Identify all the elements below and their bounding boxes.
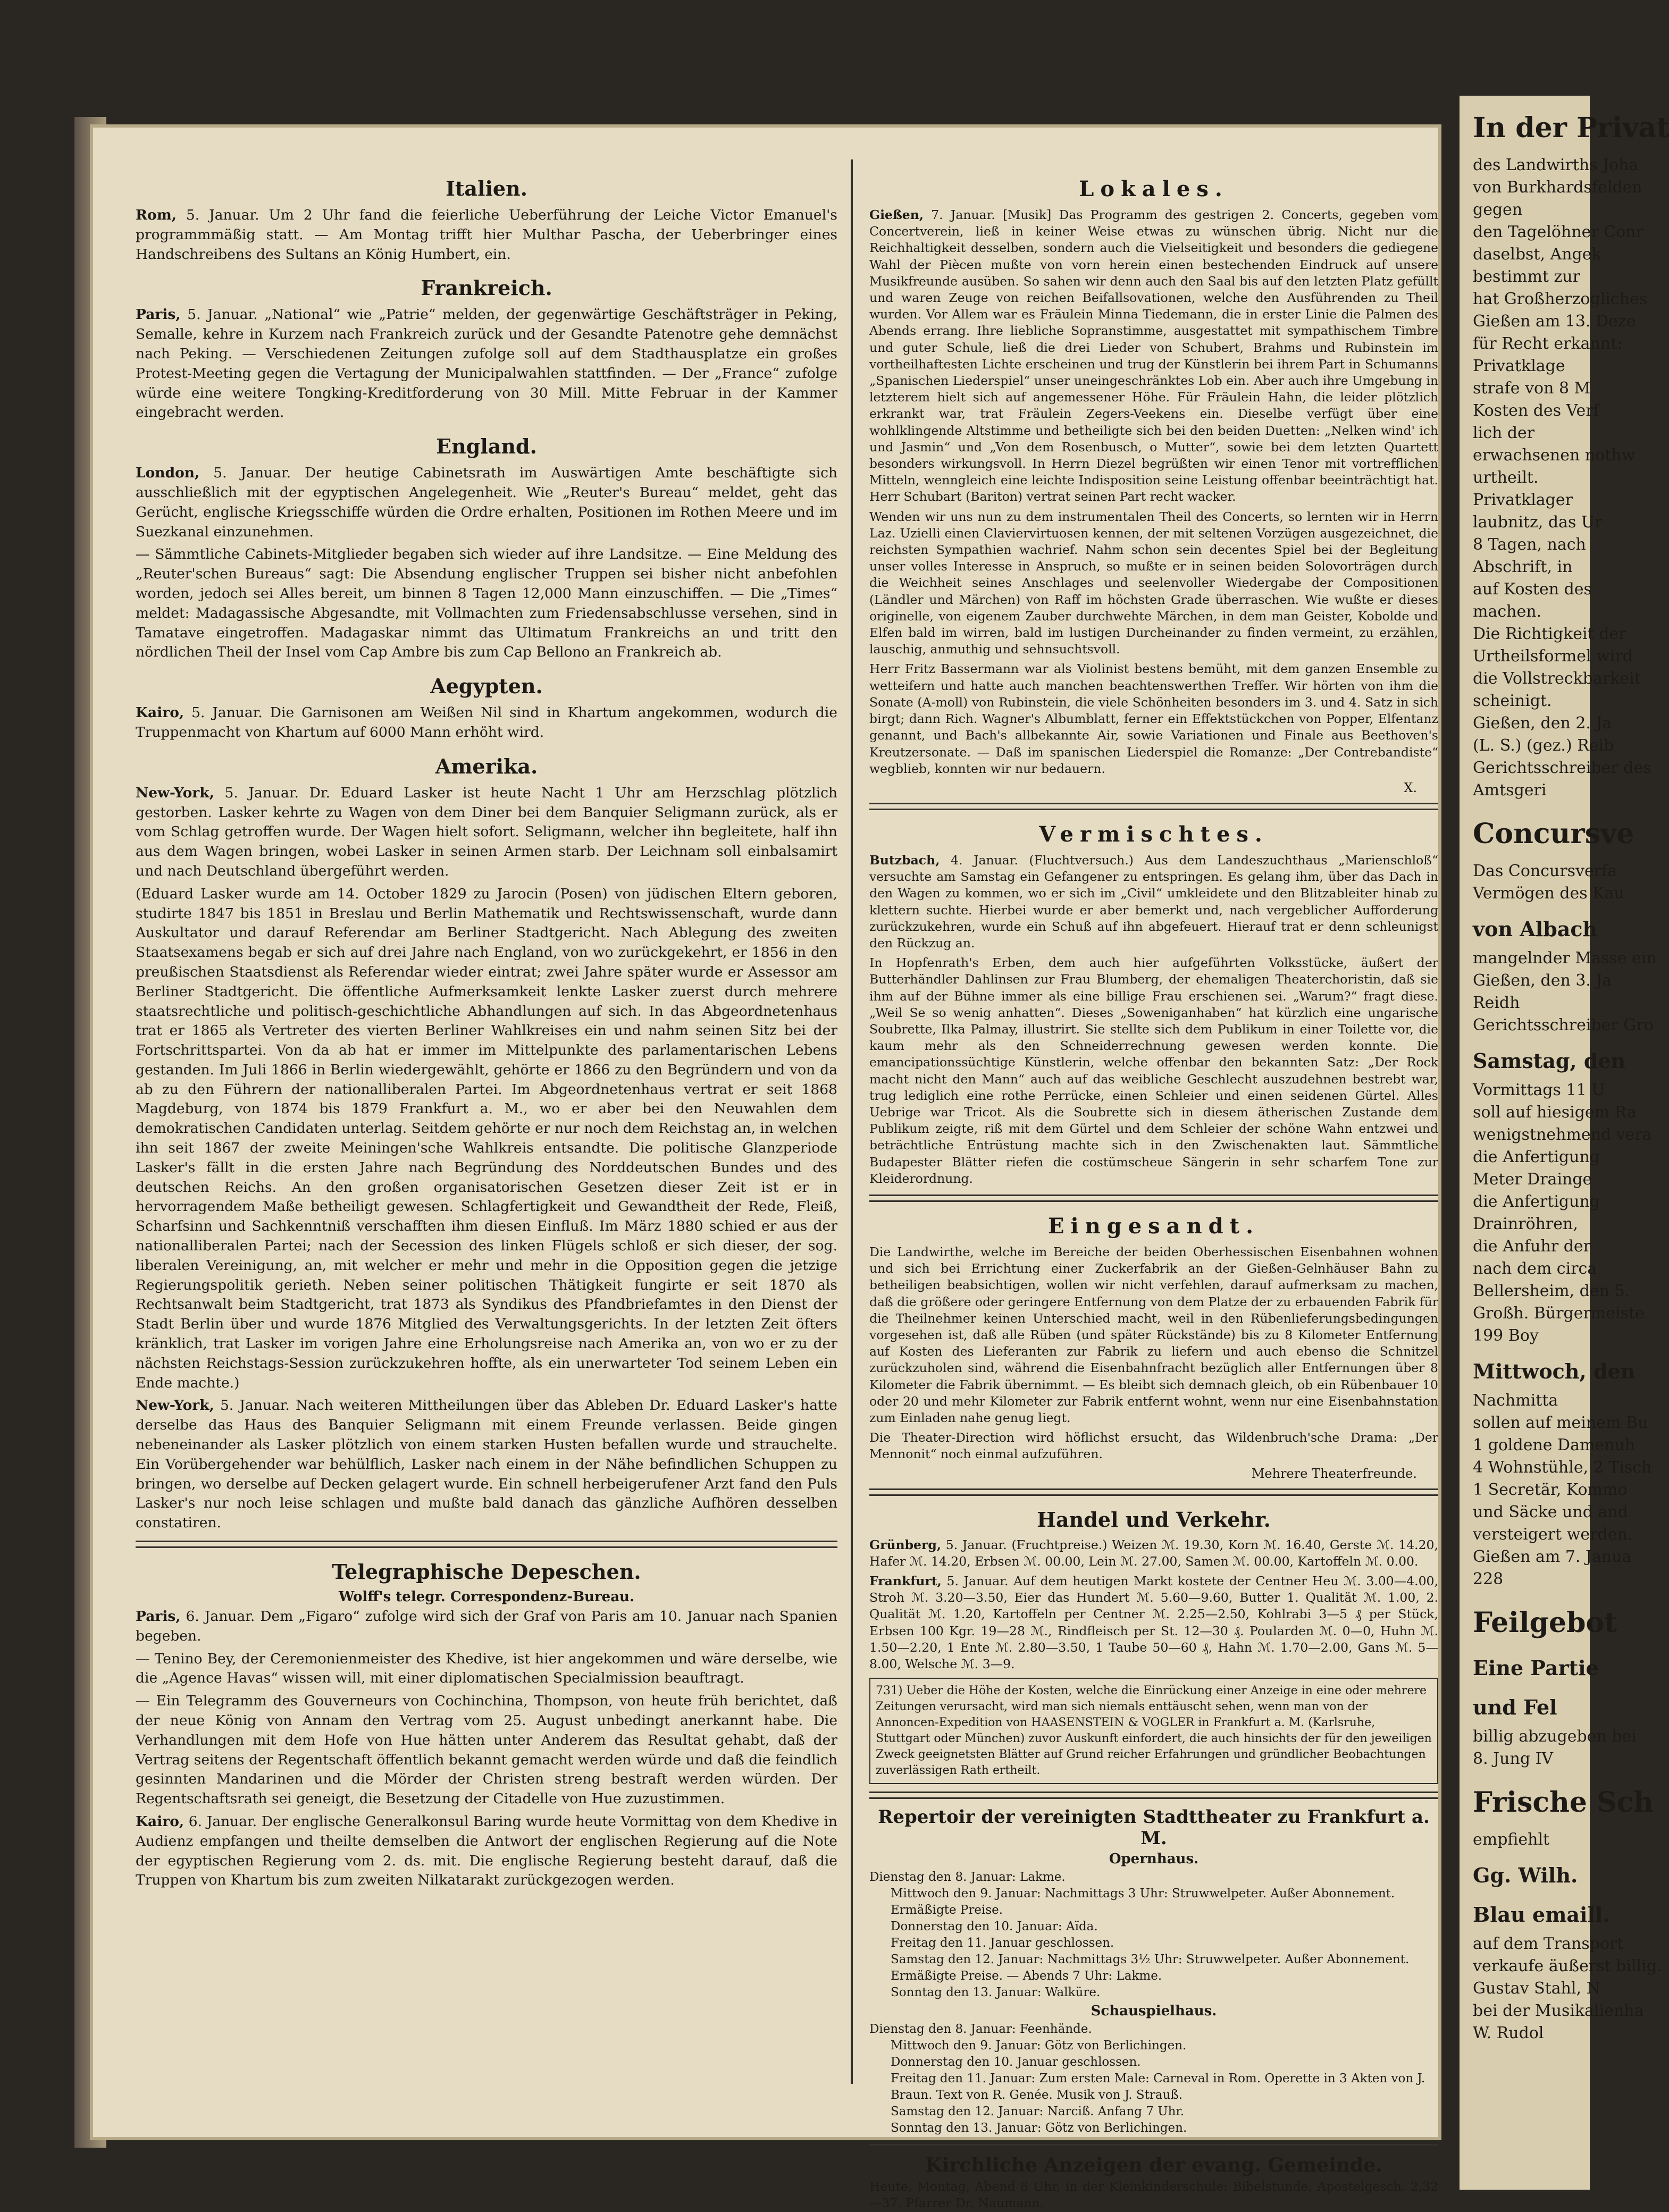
handel-articles [869, 1537, 1438, 1673]
strip-fragment: Gustav Stahl, N [1473, 1979, 1600, 1998]
strip-fragment: nach dem circa [1473, 1259, 1597, 1278]
divider [869, 803, 1438, 810]
strip-fragment: machen. [1473, 602, 1542, 621]
strip-fragment: die Anfertigung [1473, 1192, 1600, 1211]
article-paragraph [136, 885, 837, 1393]
strip-fragment: verkaufe äußerst billig. [1473, 1957, 1662, 1975]
article-text: 5. Januar. Der heutige Cabinetsrath im Auswärtigen Amte beschäftigte sich ausschließlich mit der egyptischen Angelegenheit. Wie „Reuter's Bureau“ meldet, geht das Gerücht, englische Kriegsschiffe würden die Ordre erhalten, Positionen im Rothen Meere und im Suezkanal einzunehmen. [136, 465, 837, 540]
section-heading: Amerika. [435, 754, 538, 778]
program-entry: Freitag den 11. Januar geschlossen. [891, 1936, 1114, 1950]
article-text: 6. Januar. Dem „Figaro“ zufolge wird sich der Graf von Paris am 10. Januar nach Spanien begeben. [136, 1608, 837, 1644]
article-text: 5. Januar. Auf dem heutigen Markt kostete der Centner Heu ℳ. 3.00—4.00, Stroh ℳ. 3.20—3.50, Eier das Hundert ℳ. 5.60—9.60, Butter 1. Qualität ℳ. 1.00, 2. Qualität ℳ. 1.20, Kartoffeln per Centner ℳ. 2.25—2.50, Kohlrabi 3—5 ₰ per Stück, Erbsen 100 Kgr. 19—28 ℳ., Rindfleisch per St. 12—30 ₰. Poularden ℳ. 0—0, Huhn ℳ. 1.50—2.20, 1 Ente ℳ. 2.80—3.50, 1 Taube 50—60 ₰, Hahn ℳ. 1.70—2.00, Gans ℳ. 5—8.00, Welsche ℳ. 3—9. [869, 1574, 1438, 1672]
strip-fragment: von Burkhardsfelden [1473, 178, 1642, 197]
strip-fragment: Drainröhren, [1473, 1215, 1578, 1233]
strip-fragment: von Albach [1473, 917, 1598, 941]
divider [869, 1792, 1438, 1799]
article-dateline: Paris, [136, 306, 181, 323]
section-heading: Italien. [446, 176, 527, 200]
strip-fragment: Eine Partie [1473, 1656, 1599, 1680]
article-dateline: Grünberg, [869, 1537, 941, 1552]
strip-fragment: versteigert werden. [1473, 1525, 1633, 1544]
article-paragraph [869, 1244, 1438, 1426]
section-heading: Telegraphische Depeschen. [332, 1560, 641, 1584]
strip-fragment: sollen auf meinem Bu [1473, 1414, 1648, 1432]
strip-fragment: Vormittags 11 U [1473, 1081, 1605, 1099]
program-entry: Samstag den 12. Januar: Nachmittags 3½ Uhr: Struwwelpeter. Außer Abonnement. Ermäßigte Preise. — Abends 7 Uhr: Lakme. [891, 1953, 1410, 1983]
program-entry: Donnerstag den 10. Januar: Aïda. [891, 1920, 1098, 1934]
strip-fragment: 199 Boy [1473, 1326, 1539, 1345]
strip-fragment: Urtheilsformel wird [1473, 647, 1633, 666]
program-entry: Mittwoch den 9. Januar: Nachmittags 3 Uhr: Struwwelpeter. Außer Abonnement. Ermäßigte Preise. [891, 1887, 1395, 1917]
article-dateline: Kairo, [136, 1813, 184, 1830]
strip-fragment: (L. S.) (gez.) Reib [1473, 736, 1614, 755]
article-paragraph [136, 784, 837, 881]
article-paragraph [136, 1607, 837, 1646]
article-text: Wenden wir uns nun zu dem instrumentalen Theil des Concerts, so lernten wir in Herrn Laz. Uzielli einen Claviervirtuosen kennen, der mit seltenen Vorzügen ausgezeichnet, die reichsten Sympathien wachrief. Nahm schon sein decentes Spiel bei der Begleitung unser volles Interesse in Anspruch, so mußte er in seinen beiden Solovorträgen durch die Weichheit seines Anschlages und seelenvoller Wiedergabe der Compositionen (Ländler und Märchen) von Raff im höchsten Grade überraschen. Wie wußte er dieses originelle, von eigenem Zauber durchwehte Märchen, in dem man Geister, Kobolde und Elfen bald im wirren, bald im lustigen Durcheinander zu finden vermeint, zu erzählen, lauschig, anmuthig und sehnsuchtsvoll. [869, 509, 1438, 657]
article-dateline: Paris, [136, 1608, 181, 1625]
article-text: — Ein Telegramm des Gouverneurs von Cochinchina, Thompson, von heute früh berichtet, daß der neue König von Annam den Vertrag vom 25. August unbedingt anerkannt habe. Die Verhandlungen mit dem Hofe von Hue hätten unter Anderem das Resultat gehabt, daß der Vertrag seitens der Regentschaft öffentlich bekannt gemacht werden würde und daß die feindlich gesinnten Mandarinen und die Mörder der Christen streng bestraft werden würden. Der Regentschaftsrath sei geneigt, die Besetzung der Citadelle von Hue zuzustimmen. [136, 1693, 837, 1807]
program-entry: Sonntag den 13. Januar: Walküre. [891, 1986, 1101, 2000]
newspaper-page [93, 128, 1438, 2211]
section-heading: England. [436, 434, 537, 459]
strip-fragment: Vermögen des Kau [1473, 884, 1624, 903]
strip-fragment: Mittwoch, den [1473, 1359, 1636, 1383]
article-text: Herr Fritz Bassermann war als Violinist bestens bemüht, mit dem ganzen Ensemble zu wetteifern und hatte auch manchen beachtenswerthen Treffer. Wir hörten von ihm die Sonate (A-moll) von Rubinstein, die viele Schönheiten besonders im 3. und 4. Satz in sich birgt; dann Rich. Wagner's Albumblatt, ferner ein Effektstückchen von Popper, Elfentanz genannt, und Bach's allbekannte Air, sowie Variationen und Finale aus Beethoven's Kreutzersonate. — Daß im spanischen Liederspiel die Romanze: „Der Contrebandiste“ wegblieb, konnten wir nur bedauern. [869, 661, 1438, 776]
article-paragraph [136, 305, 837, 423]
adjacent-page-strip [1460, 96, 1669, 2190]
strip-fragment: Privatklage [1473, 357, 1565, 375]
opernhaus-heading: Opernhaus. [1109, 1851, 1199, 1868]
article-paragraph [136, 464, 837, 542]
eingesandt-articles [869, 1244, 1438, 1463]
article-dateline: Gießen, [869, 207, 924, 222]
article-dateline: New-York, [136, 784, 214, 801]
article-text: 5. Januar. Die Garnisonen am Weißen Nil sind in Khartum angekommen, wodurch die Truppenmacht von Khartum auf 6000 Mann erhöht wird. [136, 704, 837, 741]
article-text: 7. Januar. [Musik] Das Programm des gestrigen 2. Concerts, gegeben vom Concertverein, ließ in keiner Weise etwas zu wünschen übrig. Nicht nur die Reichhaltigkeit desselben, sondern auch die Vielseitigkeit und besonders die gediegene Wahl der Piècen mußte von vorn herein einen bestechenden Eindruck auf unsere Musikfreunde ausüben. So sahen wir denn auch den Saal bis auf den letzten Platz gefüllt und waren Zeuge von reichen Beifallsovationen, welche den Ausführenden zu Theil wurden. Vor Allem war es Fräulein Minna Tiedemann, die in erster Linie die Palmen des Abends errang. Ihre liebliche Sopranstimme, ausgestattet mit sympathischem Timbre und guter Schule, ließ die drei Lieder von Schubert, Brahms und Rubinstein im vortheilhaftesten Lichte erscheinen und trug der Künstlerin bei ihrem Part in Schumanns „Spanischen Liederspiel“ unser uneingeschränktes Lob ein. Aber auch ihre Umgebung in letzterem hielt sich auf angemessener Höhe. Für Fräulein Hahn, die leider plötzlich erkrankt war, trat Fräulein Zegers-Veekens ein. Dieselbe verfügt über eine wohlklingende Altstimme und betheiligte sich bei den beiden Duetten: „Nelken wind' ich und Jasmin“ und „Von dem Rosenbusch, o Mutter“, sowie bei dem letzten Quartett besonders wirkungsvoll. In Herrn Diezel begrüßten wir einen Tenor mit vortrefflichen Mitteln, wenngleich eine leichte Indisposition seine Leistung offenbar beeinträchtigt hat. Herr Schubart (Bariton) vertrat seinen Part recht wacker. [869, 207, 1438, 504]
strip-fragment: und Säcke und and [1473, 1503, 1628, 1521]
strip-fragment: Amtsgeri [1473, 781, 1547, 800]
strip-fragment: lich der [1473, 424, 1535, 442]
section-heading: Aegypten. [430, 674, 543, 699]
strip-fragment: Bellersheim, den 5. [1473, 1282, 1630, 1300]
strip-fragment: daselbst, Angek [1473, 245, 1601, 264]
strip-fragment: Abschrift, in [1473, 558, 1573, 576]
strip-fragment: Die Richtigkeit der [1473, 625, 1626, 643]
article-dateline: New-York, [136, 1397, 214, 1414]
strip-fragment: und Fel [1473, 1695, 1557, 1719]
article-paragraph [136, 1692, 837, 1809]
strip-fragment: für Recht erkannt: [1473, 334, 1623, 353]
strip-fragment: 228 [1473, 1570, 1504, 1588]
article-paragraph [136, 1650, 837, 1689]
strip-fragment: gegen [1473, 200, 1523, 219]
strip-fragment: Meter Drainge [1473, 1170, 1592, 1189]
article-dateline: Frankfurt, [869, 1574, 942, 1589]
article-text: Die Theater-Direction wird höflichst ersucht, das Wildenbruch'sche Drama: „Der Mennonit“ noch einmal aufzuführen. [869, 1430, 1438, 1462]
repertoir-heading: Repertoir der vereinigten Stadttheater zu Frankfurt a. M. [878, 1806, 1430, 1849]
strip-fragment: Nachmitta [1473, 1391, 1558, 1410]
article-paragraph [869, 1573, 1438, 1672]
advertisement-box: 731) Ueber die Höhe der Kosten, welche die Einrückung einer Anzeige in eine oder mehrere Zeitungen verursacht, wird man sich niemals enttäuscht sehen, wenn man von der Annoncen-Expedition von HAASENSTEIN & VOGLER in Frankfurt a. M. (Karlsruhe, Stuttgart oder München) zuvor Auskunft einfordert, die auch hinsichts der für den jeweiligen Zweck geeignetsten Blätter auf Grund reicher Erfahrungen und gründlicher Beobachtungen zuverlässigen Rath ertheilt. [869, 1678, 1438, 1784]
article-paragraph [869, 955, 1438, 1187]
article-paragraph [869, 1429, 1438, 1462]
vermischtes-articles [869, 852, 1438, 1187]
strip-fragment: In der Privat [1473, 112, 1669, 144]
article-paragraph [136, 206, 837, 264]
opernhaus-program [869, 1869, 1438, 2001]
article-text: — Tenino Bey, der Ceremonienmeister des Khedive, ist hier angekommen und wäre derselbe, wie die „Agence Havas“ wissen will, mit einer diplomatischen Specialmission beauftragt. [136, 1650, 837, 1687]
strip-fragment: Gießen, den 3. Ja [1473, 971, 1612, 990]
strip-fragment: Privatklager [1473, 491, 1573, 509]
strip-fragment: Gg. Wilh. [1473, 1863, 1578, 1887]
strip-fragment: Kosten des Verf [1473, 401, 1599, 420]
strip-fragment: bei der Musikalienha [1473, 2001, 1644, 2020]
strip-fragment: erwachsenen nothw [1473, 446, 1636, 465]
article-text: 5. Januar. Um 2 Uhr fand die feierliche Ueberführung der Leiche Victor Emanuel's programmmäßig statt. — Am Montag trifft hier Multhar Pascha, der Ueberbringer eines Handschreibens des Sultans an König Humbert, ein. [136, 207, 837, 263]
program-entry: Sonntag den 13. Januar: Götz von Berlichingen. [891, 2121, 1187, 2135]
strip-fragment: Gerichtsschreiber des [1473, 759, 1651, 777]
lokales-articles [869, 207, 1438, 777]
article-text: In Hopfenrath's Erben, dem auch hier aufgeführten Volksstücke, äußert der Butterhändler Dahlinsen zur Frau Blumberg, der ehemaligen Theaterchoristin, daß sie ihm auf der Bühne immer als eine billige Frau erschienen sei. „Warum?“ fragt diese. „Weil Se so wenig anhatten“. Dieses „Soweniganhaben“ hat kürzlich eine ungarische Soubrette, Ilka Palmay, illustrirt. Sie stellte sich dem Publikum in einer Toilette vor, die kaum mehr als den Schneiderrechnung gewesen werden konnte. Die emancipationssüchtige Künstlerin, welche offenbar den bekannten Satz: „Der Rock macht nicht den Mann“ auch auf das weibliche Geschlecht auszudehnen bestrebt war, trug lediglich eine rothe Perrücke, einen Schleier und einen seidenen Gürtel. Alles Uebrige war Tricot. Als die Soubrette sich in diesem ätherischen Zustande dem Publikum zeigte, riß mit dem Gürtel und dem Schleier der schöne Wahn entzwei und beträchtliche Entrüstung machte sich in den Zwischenakten laut. Sämmtliche Budapester Blätter riefen die costümscheue Sängerin in sehr scharfem Tone zur Kleiderordnung. [869, 955, 1438, 1186]
article-dateline: Rom, [136, 207, 177, 223]
strip-fragment: W. Rudol [1473, 2024, 1544, 2042]
strip-fragment: die Anfertigung [1473, 1148, 1600, 1166]
article-text: 4. Januar. (Fluchtversuch.) Aus dem Landeszuchthaus „Marienschloß“ versuchte am Samstag ein Gefangener zu entspringen. Es gelang ihm, über das Dach in den Wagen zu kommen, wo er sich im „Civil“ umkleidete und den Blitzableiter hinab zu klettern suchte. Hierbei wurde er aber bemerkt und, nach vergeblicher Aufforderung zurückzukehren, wurde ein Schuß auf ihn abgefeuert. Hierauf trat er denn schleunigst den Rückzug an. [869, 852, 1438, 951]
program-entry: Samstag den 12. Januar: Narciß. Anfang 7 Uhr. [891, 2105, 1185, 2119]
article-paragraph [136, 1396, 837, 1533]
lokales-signature: X. [1404, 780, 1417, 795]
article-text: 5. Januar. (Fruchtpreise.) Weizen ℳ. 19.30, Korn ℳ. 16.40, Gerste ℳ. 14.20, Hafer ℳ. 14.20, Erbsen ℳ. 00.00, Lein ℳ. 27.00, Samen ℳ. 00.00, Kartoffeln ℳ. 0.00. [869, 1537, 1438, 1569]
divider [869, 1195, 1438, 1202]
program-entry: Donnerstag den 10. Januar geschlossen. [891, 2055, 1141, 2070]
article-text: 6. Januar. Der englische Generalkonsul Baring wurde heute Vormittag von dem Khedive in Audienz empfangen und theilte demselben die Antwort der englischen Regierung auf die Note der egyptischen Regierung vom 2. ds. mit. Die englische Regierung besteht darauf, daß die Truppen von Khartum bis zum zweiten Nilkatarakt zurückgezogen werden. [136, 1813, 837, 1889]
strip-fragment: Feilgebot [1473, 1607, 1617, 1639]
strip-fragment: mangelnder Masse ein [1473, 949, 1657, 968]
strip-fragment: bestimmt zur [1473, 267, 1580, 286]
strip-fragment: Samstag, den [1473, 1049, 1626, 1073]
strip-fragment: 8. Jung IV [1473, 1750, 1554, 1768]
article-dateline: London, [136, 465, 200, 482]
divider [136, 1541, 837, 1548]
strip-fragment: Großh. Bürgermeiste [1473, 1304, 1645, 1323]
strip-fragment: 1 Secretär, Kommo [1473, 1481, 1628, 1499]
schauspielhaus-program [869, 2021, 1438, 2137]
article-dateline: Butzbach, [869, 852, 940, 868]
article-paragraph [869, 509, 1438, 658]
section-heading-eingesandt: Eingesandt. [1047, 1213, 1260, 1239]
section-heading-handel: Handel und Verkehr. [1037, 1507, 1271, 1532]
program-entry: Dienstag den 8. Januar: Feenhände. [869, 2022, 1092, 2037]
program-entry: Dienstag den 8. Januar: Lakme. [869, 1870, 1066, 1885]
strip-fragment: die Vollstreckbarkeit [1473, 669, 1641, 688]
strip-fragment: urtheilt. [1473, 468, 1539, 487]
strip-fragment: wenigstnehmend vera [1473, 1125, 1652, 1144]
article-text: — Sämmtliche Cabinets-Mitglieder begaben sich wieder auf ihre Landsitze. — Eine Meldung des „Reuter'schen Bureaus“ sagt: Die Absendung englischer Truppen sei bisher nicht anbefohlen worden, jedoch sei Alles bereit, um binnen 8 Tagen 12,000 Mann einzuschiffen. — Die „Times“ meldet: Madagassische Abgesandte, mit Vollmachten zum Friedensabschlusse versehen, sind in Tamatave eingetroffen. Madagaskar nimmt das Ultimatum Frankreichs an und tritt den nördlichen Theil der Insel vom Cap Ambre bis zum Cap Bellono an Frankreich ab. [136, 546, 837, 661]
article-paragraph [869, 207, 1438, 506]
strip-fragment: Concursve [1473, 818, 1634, 850]
program-entry: Freitag den 11. Januar: Zum ersten Male: Carneval in Rom. Operette in 3 Akten von J. Braun. Text von R. Genée. Musik von J. Strauß. [891, 2072, 1425, 2102]
eingesandt-signature: Mehrere Theaterfreunde. [1251, 1466, 1417, 1481]
article-text: 5. Januar. Dr. Eduard Lasker ist heute Nacht 1 Uhr am Herzschlag plötzlich gestorben. Lasker kehrte zu Wagen von dem Diner bei dem Banquier Seligmann zurück, als er vom Schlag getroffen wurde. Der Wagen hielt sofort. Seligmann, welcher ihn begleitete, half ihn aus dem Wagen bringen, wobei Lasker in seinen Armen starb. Der Leichnam soll einbalsamirt und nach Deutschland übergeführt werden. [136, 784, 837, 879]
strip-fragment: Das Concursverfa [1473, 862, 1617, 880]
article-paragraph [136, 1812, 837, 1890]
schauspielhaus-heading: Schauspielhaus. [1091, 2003, 1217, 2020]
article-text: Die Landwirthe, welche im Bereiche der beiden Oberhessischen Eisenbahnen wohnen und sich bei Errichtung einer Zuckerfabrik an der Gießen-Gelnhäuser Bahn zu betheiligen beabsichtigen, wollen wir nicht verfehlen, darauf aufmerksam zu machen, daß die größere oder geringere Entfernung von dem Platze der zu erbauenden Fabrik für die Theilnehmer keinen Unterschied macht, weil in den Rübenlieferungsbedingungen vorgesehen ist, daß alle Rüben (und später Rückstände) bis zu 8 Kilometer Entfernung auf Kosten des Lieferanten zur Fabrik zu liefern und auch ebenso die Schnitzel zurückzuholen sind, während die Eisenbahnfracht bezüglich aller Entfernungen über 8 Kilometer die Fabrik übernimmt. — Es bleibt sich demnach gleich, ob ein Rübenbauer 10 oder 20 und mehr Kilometer zur Fabrik entfernt wohnt, wenn nur eine Eisenbahnstation zum Einladen nahe genug liegt. [869, 1244, 1438, 1425]
strip-fragment: des Landwirths Joha [1473, 156, 1639, 174]
divider [869, 2144, 1438, 2146]
strip-fragment: die Anfuhr der [1473, 1237, 1591, 1256]
strip-fragment: scheinigt. [1473, 692, 1552, 710]
strip-fragment: Gerichtsschreiber Gro [1473, 1016, 1654, 1034]
strip-fragment: Reidh [1473, 994, 1520, 1012]
kirchliche-heading: Kirchliche Anzeigen der evang. Gemeinde. [925, 2154, 1382, 2177]
strip-fragment: Gießen am 7. Janua [1473, 1547, 1632, 1566]
right-column [869, 165, 1438, 2211]
article-paragraph [136, 545, 837, 662]
section-heading-lokales: Lokales. [1079, 176, 1229, 201]
strip-fragment: 8 Tagen, nach [1473, 535, 1586, 554]
strip-fragment: empfiehlt [1473, 1830, 1550, 1849]
section-heading: Frankreich. [421, 276, 552, 300]
article-text: (Eduard Lasker wurde am 14. October 1829 zu Jarocin (Posen) von jüdischen Eltern geboren, studirte 1847 bis 1851 in Breslau und Berlin Mathematik und Rechtswissenschaft, wurde dann Auskultator und darauf Referendar am Berliner Stadtgericht. Nach Ablegung des zweiten Staatsexamens begab er sich auf drei Jahre nach England, von wo zurückgekehrt, er 1856 in den preußischen Staatsdienst als Referendar wieder eintrat; zwei Jahre später wurde er Assessor am Berliner Stadtgericht. Die öffentliche Aufmerksamkeit lenkte Lasker zuerst durch mehrere staatsrechtliche und politisch-geschichtliche Abhandlungen auf sich. In das Abgeordnetenhaus trat er 1865 als Vertreter des vierten Berliner Wahlkreises ein und nahm seinen Sitz bei der Fortschrittspartei. Von da ab hat er immer im Mittelpunkte des parlamentarischen Lebens gestanden. Im Juli 1866 in Berlin wiedergewählt, gehörte er 1866 zu den Begründern und von da ab zu den Führern der nationalliberalen Partei. Im Abgeordnetenhaus vertrat er seit 1868 Magdeburg, von 1874 bis 1879 Frankfurt a. M., wo er aber bei den Neuwahlen dem demokratischen Candidaten unterlag. Seitdem gehörte er nur noch dem Reichstag an, in welchen ihn seit 1867 der zweite Meiningen'sche Wahlkreis entsandte. Die politische Glanzperiode Lasker's fällt in die ersten Jahre nach Begründung des Norddeutschen Bundes und des deutschen Reichs. An den großen organisatorischen Gesetzen dieser Zeit ist er in hervorragendem Maße betheiligt gewesen. Schlagfertigkeit und Gewandtheit der Rede, Fleiß, Scharfsinn und Sachkenntniß verschafften ihm diesen Einfluß. Im März 1880 schied er aus der nationalliberalen Partei; nach der Secession des linken Flügels schloß er sich dieser, der sog. liberalen Vereinigung, an, mit welcher er mehr und mehr in die Opposition gegen die jetzige Regierungspolitik gerieth. Neben seiner politischen Thätigkeit fungirte er seit 1870 als Rechtsanwalt beim Stadtgericht, trat 1873 als Syndikus des Pfandbriefamtes in den Dienst der Stadt Berlin über und wurde 1876 Mitglied des Verwaltungsgerichts. In der letzten Zeit öfters kränklich, trat Lasker im vorigen Jahre eine Erholungsreise nach Amerika an, von wo er zu der nächsten Reichstags-Session zurückzukehren hoffte, als ein unerwarteter Tod seinem Leben ein Ende machte.) [136, 885, 837, 1391]
article-paragraph [869, 661, 1438, 777]
strip-fragment: Gießen am 13. Deze [1473, 312, 1636, 331]
strip-fragment: 4 Wohnstühle, 2 Tisch [1473, 1458, 1652, 1477]
strip-fragment: Blau emaill. [1473, 1903, 1610, 1927]
article-dateline: Kairo, [136, 704, 184, 721]
strip-fragment: laubnitz, das Ur [1473, 513, 1603, 532]
section-heading-vermischtes: Vermischtes. [1039, 821, 1269, 847]
strip-fragment: auf dem Transport [1473, 1935, 1624, 1953]
strip-fragment: soll auf hiesigem Ra [1473, 1103, 1637, 1122]
article-paragraph [869, 1537, 1438, 1570]
strip-fragment: Frische Sch [1473, 1786, 1654, 1819]
left-column [136, 165, 837, 2084]
strip-fragment: den Tagelöhner Conr [1473, 223, 1643, 241]
article-paragraph [869, 852, 1438, 952]
strip-fragment: billig abzugeben bei [1473, 1727, 1637, 1746]
strip-fragment: hat Großherzogliches [1473, 290, 1648, 308]
article-text: 5. Januar. „National“ wie „Patrie“ melden, der gegenwärtige Geschäftsträger in Peking, Semalle, kehre in Kurzem nach Frankreich zurück und der Gesandte Patenotre gehe demnächst nach Peking. — Verschiedenen Zeitungen zufolge soll auf dem Stadthausplatze ein großes Protest-Meeting gegen die Vertagung der Municipalwahlen stattfinden. — Der „France“ zufolge würde eine weitere Tongking-Kreditforderung von 30 Mill. Mitte Februar in der Kammer eingebracht werden. [136, 306, 837, 421]
column-rule [851, 159, 853, 2084]
program-entry: Mittwoch den 9. Januar: Götz von Berlichingen. [891, 2039, 1187, 2053]
strip-fragment: strafe von 8 M [1473, 379, 1591, 398]
kirchliche-text: Heute, Montag, Abend 8 Uhr, in der Kleinkinderschule: Bibelstunde, Apostelgesch. 2,32—37. Pfarrer Dr. Naumann. [869, 2179, 1438, 2211]
section-subheading: Wolff's telegr. Correspondenz-Bureau. [339, 1589, 634, 1605]
strip-fragment: 1 goldene Damenuh [1473, 1436, 1636, 1454]
strip-fragment: Gießen, den 2. Ja [1473, 714, 1612, 733]
divider [869, 1488, 1438, 1496]
article-text: 5. Januar. Nach weiteren Mittheilungen über das Ableben Dr. Eduard Lasker's hatte derselbe das Haus des Banquier Seligmann mit einem Freunde verlassen. Beide gingen nebeneinander als Lasker plötzlich von einem starken Husten befallen wurde und strauchelte. Ein Vorübergehender war behülflich, Lasker nach einem in der Nähe befindlichen Schuppen zu bringen, wo derselbe auf Decken gelagert wurde. Ein schnell herbeigerufener Arzt fand den Puls Lasker's nur noch leise schlagen und mußte bald danach das gänzliche Aufhören desselben constatiren. [136, 1397, 837, 1532]
article-paragraph [136, 703, 837, 743]
strip-fragment: auf Kosten des [1473, 580, 1592, 599]
